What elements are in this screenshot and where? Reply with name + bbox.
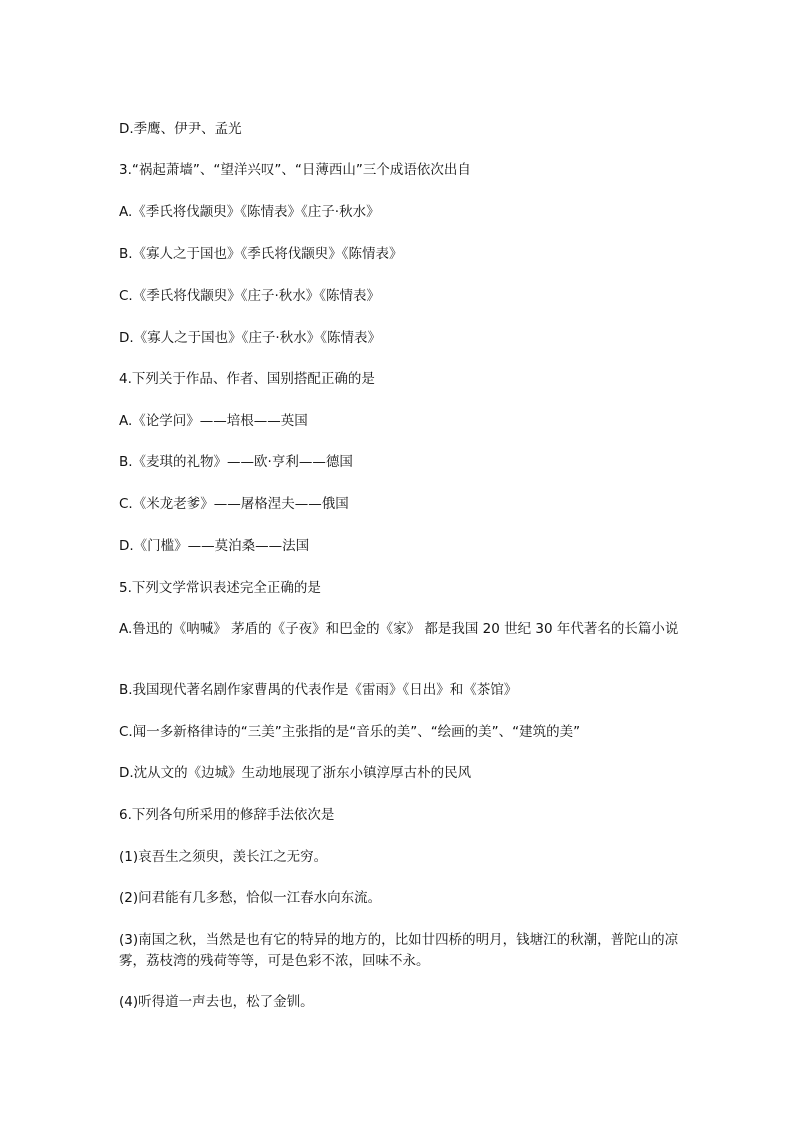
q6-stem: 6.下列各句所采用的修辞手法依次是 [119,807,335,823]
q4-stem: 4.下列关于作品、作者、国别搭配正确的是 [119,371,375,387]
q3-option-c: C.《季氏将伐颛臾》《庄子·秋水》《陈情表》 [119,288,381,304]
q5-option-c: C.闻一多新格律诗的“三美”主张指的是“音乐的美”、“绘画的美”、“建筑的美” [119,724,581,740]
q6-sentence-3: (3)南国之秋，当然是也有它的特异的地方的，比如廿四桥的明月，钱塘江的秋潮，普陀山的凉雾，荔枝湾的残荷等等，可是色彩不浓，回味不永。 [119,932,679,969]
q5-option-b: B.我国现代著名剧作家曹禺的代表作是《雷雨》《日出》和《茶馆》 [119,682,518,698]
q3-option-b: B.《寡人之于国也》《季氏将伐颛臾》《陈情表》 [119,246,403,262]
q6-sentence-4: (4)听得道一声去也，松了金钏。 [119,994,314,1010]
q5-stem: 5.下列文学常识表述完全正确的是 [119,580,321,596]
q3-option-d: D.《寡人之于国也》《庄子·秋水》《陈情表》 [119,330,381,346]
q4-option-a: A.《论学问》——培根——英国 [119,413,308,429]
q6-sentence-1: (1)哀吾生之须臾，羡长江之无穷。 [119,849,328,865]
q3-stem: 3.“祸起萧墙”、“望洋兴叹”、“日薄西山”三个成语依次出自 [119,162,471,178]
q3-option-a: A.《季氏将伐颛臾》《陈情表》《庄子·秋水》 [119,204,380,220]
q2-option-d: D.季鹰、伊尹、孟光 [119,121,242,137]
q6-sentence-2: (2)问君能有几多愁，恰似一江春水向东流。 [119,890,382,906]
q5-option-d: D.沈从文的《边城》生动地展现了浙东小镇淳厚古朴的民风 [119,765,472,781]
q4-option-c: C.《米龙老爹》——屠格涅夫——俄国 [119,496,349,512]
q4-option-b: B.《麦琪的礼物》——欧·亨利——德国 [119,454,353,470]
q4-option-d: D.《门槛》——莫泊桑——法国 [119,538,310,554]
q5-option-a: A.鲁迅的《呐喊》 茅盾的《子夜》和巴金的《家》 都是我国 20 世纪 30 年代著名的长篇小说 [119,621,679,637]
